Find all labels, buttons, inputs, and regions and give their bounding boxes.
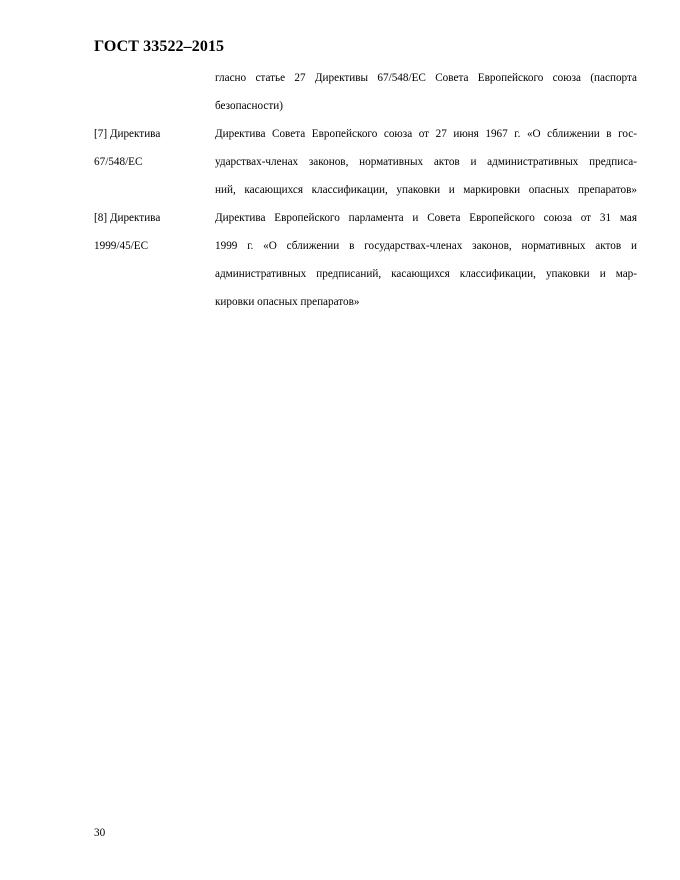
reference-8-text-line-2: 1999 г. «О сближении в государствах-членах законов, нормативных актов и [215,240,637,252]
reference-8-text-line-3: административных предписаний, касающихся классификации, упаковки и мар- [215,268,637,280]
reference-8-label-line-1: [8] Директива [94,212,161,224]
reference-7-text-line-2: ударствах-членах законов, нормативных актов и административных предписа- [215,156,637,168]
reference-7-label-line-1: [7] Директива [94,128,161,140]
reference-7-label-line-2: 67/548/ЕС [94,156,143,168]
continuation-line-2: безопасности) [215,100,283,112]
document-header-title: ГОСТ 33522–2015 [94,38,225,55]
reference-7-text-line-3: ний, касающихся классификации, упаковки и маркировки опасных препаратов» [215,184,637,196]
reference-8-label-line-2: 1999/45/ЕС [94,240,149,252]
page-number: 30 [94,827,106,839]
reference-8-text-line-1: Директива Европейского парламента и Совета Европейского союза от 31 мая [215,212,637,224]
continuation-line-1: гласно статье 27 Директивы 67/548/ЕС Совета Европейского союза (паспорта [215,72,637,84]
reference-8-text-line-4: кировки опасных препаратов» [215,296,360,308]
reference-7-text-line-1: Директива Совета Европейского союза от 27 июня 1967 г. «О сближении в гос- [215,128,637,140]
